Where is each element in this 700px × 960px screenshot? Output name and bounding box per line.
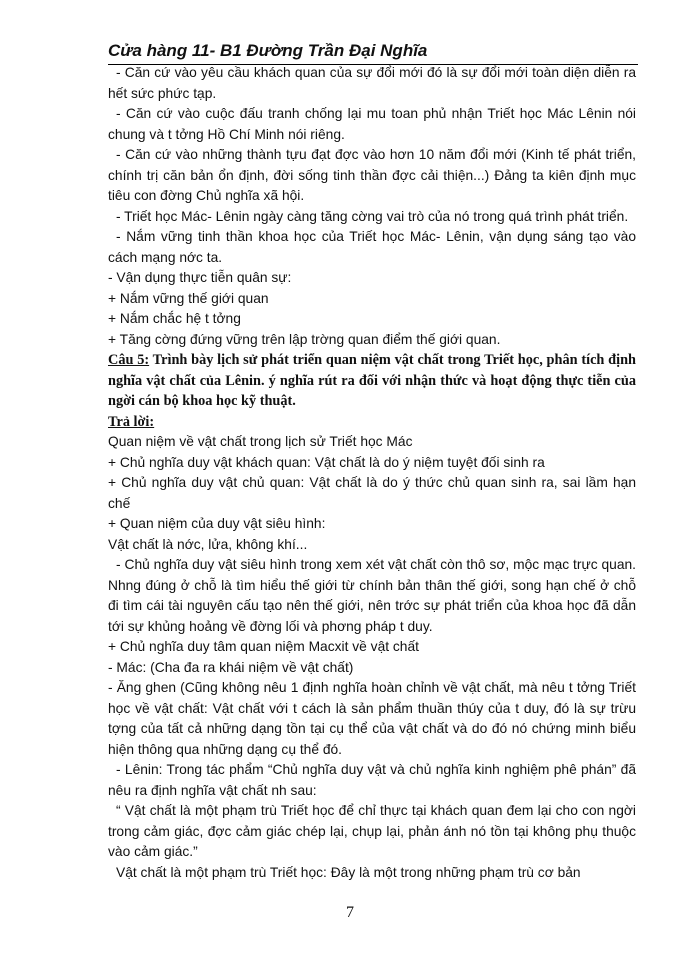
- paragraph: - Căn cứ vào yêu cầu khách quan của sự đổi mới đó là sự đổi mới toàn diện diễn ra hết sức phức tạp.: [108, 65, 636, 101]
- page-header: [108, 40, 638, 65]
- paragraph: “ Vật chất là một phạm trù Triết học để chỉ thực tại khách quan đem lại cho con ngời trong cảm giác, đợc cảm giác chép lại, chụp lại, phản ánh nó tồn tại không phụ thuộc vào cảm giác.”: [108, 803, 636, 859]
- answer-label: Trả lời:: [108, 413, 155, 430]
- paragraph: + Chủ nghĩa duy tâm quan niệm Macxit về vật chất: [108, 639, 419, 654]
- paragraph: - Vận dụng thực tiễn quân sự:: [108, 270, 292, 285]
- paragraph: + Quan niệm của duy vật siêu hình:: [108, 516, 326, 531]
- page-number: 7: [346, 904, 354, 921]
- paragraph: - Mác: (Cha đa ra khái niệm về vật chất): [108, 659, 354, 675]
- paragraph: Vật chất là một phạm trù Triết học: Đây là một trong những phạm trù cơ bản: [116, 864, 581, 880]
- paragraph: + Chủ nghĩa duy vật chủ quan: Vật chất là do ý thức chủ quan sinh ra, sai lầm hạn chế: [108, 475, 636, 511]
- question-text: Trình bày lịch sử phát triển quan niệm vật chất trong Triết học, phân tích định nghĩa vật chất của Lênin. ý nghĩa rút ra đối với nhận thức và hoạt động thực tiễn của ngời cán bộ khoa học kỹ thuật.: [108, 352, 636, 409]
- paragraph: + Nắm chắc hệ t tởng: [108, 311, 241, 326]
- paragraph: - Chủ nghĩa duy vật siêu hình trong xem xét vật chất còn thô sơ, mộc mạc trực quan. Nhng đúng ở chỗ là tìm hiểu thế giới từ chính bản thân thế giới, song hạn chế ở chỗ đi tìm cái tài nguyên cấu tạo nên thế giới, nên trớc sự phát triển của khoa học đã dẫn tới sự khủng hoảng về đờng lối và phơng pháp t duy.: [108, 557, 636, 634]
- paragraph: - Nắm vững tinh thần khoa học của Triết học Mác- Lênin, vận dụng sáng tạo vào cách mạng nớc ta.: [108, 229, 636, 265]
- document-body: [108, 63, 636, 883]
- paragraph: + Nắm vững thế giới quan: [108, 290, 269, 306]
- header-title: Cửa hàng 11- B1 Đường Trần Đại Nghĩa: [108, 41, 428, 60]
- paragraph: Vật chất là nớc, lửa, không khí...: [108, 536, 308, 552]
- paragraph: + Tăng cờng đứng vững trên lập trờng quan điểm thế giới quan.: [108, 331, 501, 347]
- paragraph: - Căn cứ vào những thành tựu đạt đợc vào hơn 10 năm đổi mới (Kinh tế phát triển, chính trị căn bản ổn định, đời sống tinh thần đợc cải thiện...) Đảng ta kiên định mục tiêu con đờng Chủ nghĩa xã hội.: [108, 147, 636, 203]
- question-label: Câu 5:: [108, 352, 150, 368]
- paragraph: - Căn cứ vào cuộc đấu tranh chống lại mu toan phủ nhận Triết học Mác Lênin nói chung và t tởng Hồ Chí Minh nói riêng.: [108, 106, 636, 142]
- paragraph: - Triết học Mác- Lênin ngày càng tăng cờng vai trò của nó trong quá trình phát triển.: [116, 208, 629, 224]
- paragraph: - Ăng ghen (Cũng không nêu 1 định nghĩa hoàn chỉnh về vật chất, mà nêu t tởng Triết học về vật chất: Vật chất với t cách là sản phẩm thuần thúy của t duy, đó là sự trừu tợng của tất cả những dạng tồn tại cụ thể của vật chất và do đó nó chứng minh biểu hiện thông qua những dạng cụ thể đó.: [108, 680, 636, 757]
- paragraph: + Chủ nghĩa duy vật khách quan: Vật chất là do ý niệm tuyệt đối sinh ra: [108, 454, 545, 470]
- question-5: [108, 350, 636, 412]
- paragraph: Quan niệm về vật chất trong lịch sử Triết học Mác: [108, 434, 413, 449]
- paragraph: - Lênin: Trong tác phẩm “Chủ nghĩa duy vật và chủ nghĩa kinh nghiệm phê phán” đã nêu ra định nghĩa vật chất nh sau:: [108, 762, 636, 798]
